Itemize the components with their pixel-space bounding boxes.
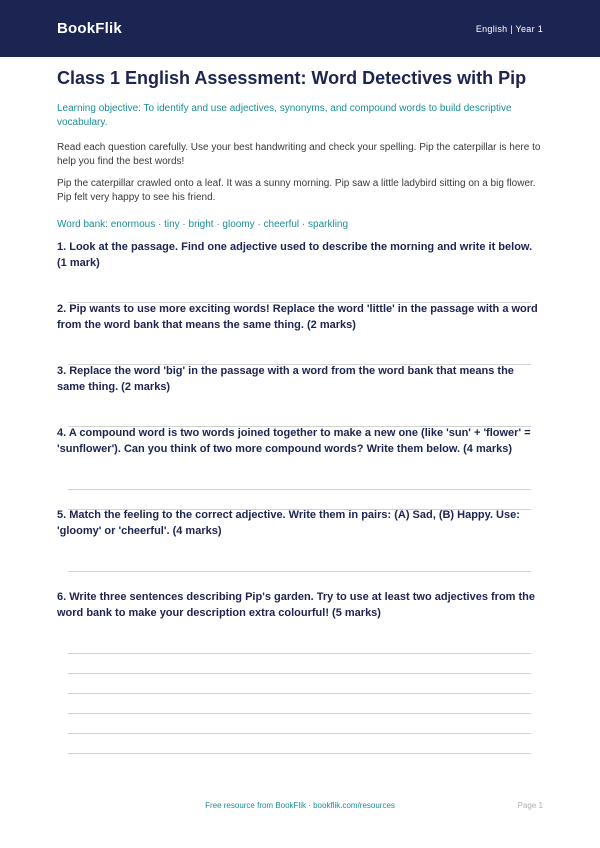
question-2: 2. Pip wants to use more exciting words! Replace the word 'little' in the passage with a word from the word bank that means the same thing. (2 marks)	[57, 303, 538, 331]
question-1: 1. Look at the passage. Find one adjective used to describe the morning and write it below. (1 mark)	[57, 241, 533, 269]
page-title: Class 1 English Assessment: Word Detectives with Pip	[57, 68, 527, 88]
subject-year-label: English | Year 1	[475, 23, 543, 34]
page-number: Page 1	[517, 801, 543, 810]
word-bank: Word bank: enormous · tiny · bright · gloomy · cheerful · sparkling	[57, 219, 349, 230]
instructions: Read each question carefully. Use your best handwriting and check your spelling. Pip the caterpillar is here to help you find the best words!	[57, 142, 541, 167]
question-3: 3. Replace the word 'big' in the passage with a word from the word bank that means the same thing. (2 marks)	[57, 365, 514, 393]
question-5: 5. Match the feeling to the correct adjective. Write them in pairs: (A) Sad, (B) Happy. Use: 'gloomy' or 'cheerful'. (4 marks)	[57, 509, 520, 537]
footer-link[interactable]: Free resource from BookFlik · bookflik.com/resources	[205, 801, 395, 810]
answer-line[interactable]	[68, 733, 531, 734]
question-6: 6. Write three sentences describing Pip's garden. Try to use at least two adjectives from the word bank to make your description extra colourful! (5 marks)	[57, 591, 536, 619]
answer-line[interactable]	[68, 653, 531, 654]
answer-line[interactable]	[68, 713, 531, 714]
question-4: 4. A compound word is two words joined together to make a new one (like 'sun' + 'flower' = 'sunflower'). Can you think of two more compound words? Write them below. (4 marks)	[57, 427, 531, 455]
answer-line[interactable]	[68, 673, 531, 674]
brand-logo: BookFlik	[57, 20, 122, 37]
intro-section	[57, 66, 543, 232]
answer-line[interactable]	[68, 753, 531, 754]
page-footer	[0, 801, 600, 815]
learning-objective: Learning objective: To identify and use adjectives, synonyms, and compound words to build descriptive vocabulary.	[57, 103, 512, 128]
answer-line[interactable]	[68, 571, 531, 572]
reading-passage: Pip the caterpillar crawled onto a leaf. It was a sunny morning. Pip saw a little ladybird sitting on a big flower. Pip felt very happy to see his friend.	[57, 178, 536, 203]
answer-line[interactable]	[68, 693, 531, 694]
answer-line[interactable]	[68, 489, 531, 490]
page-header	[0, 0, 600, 57]
